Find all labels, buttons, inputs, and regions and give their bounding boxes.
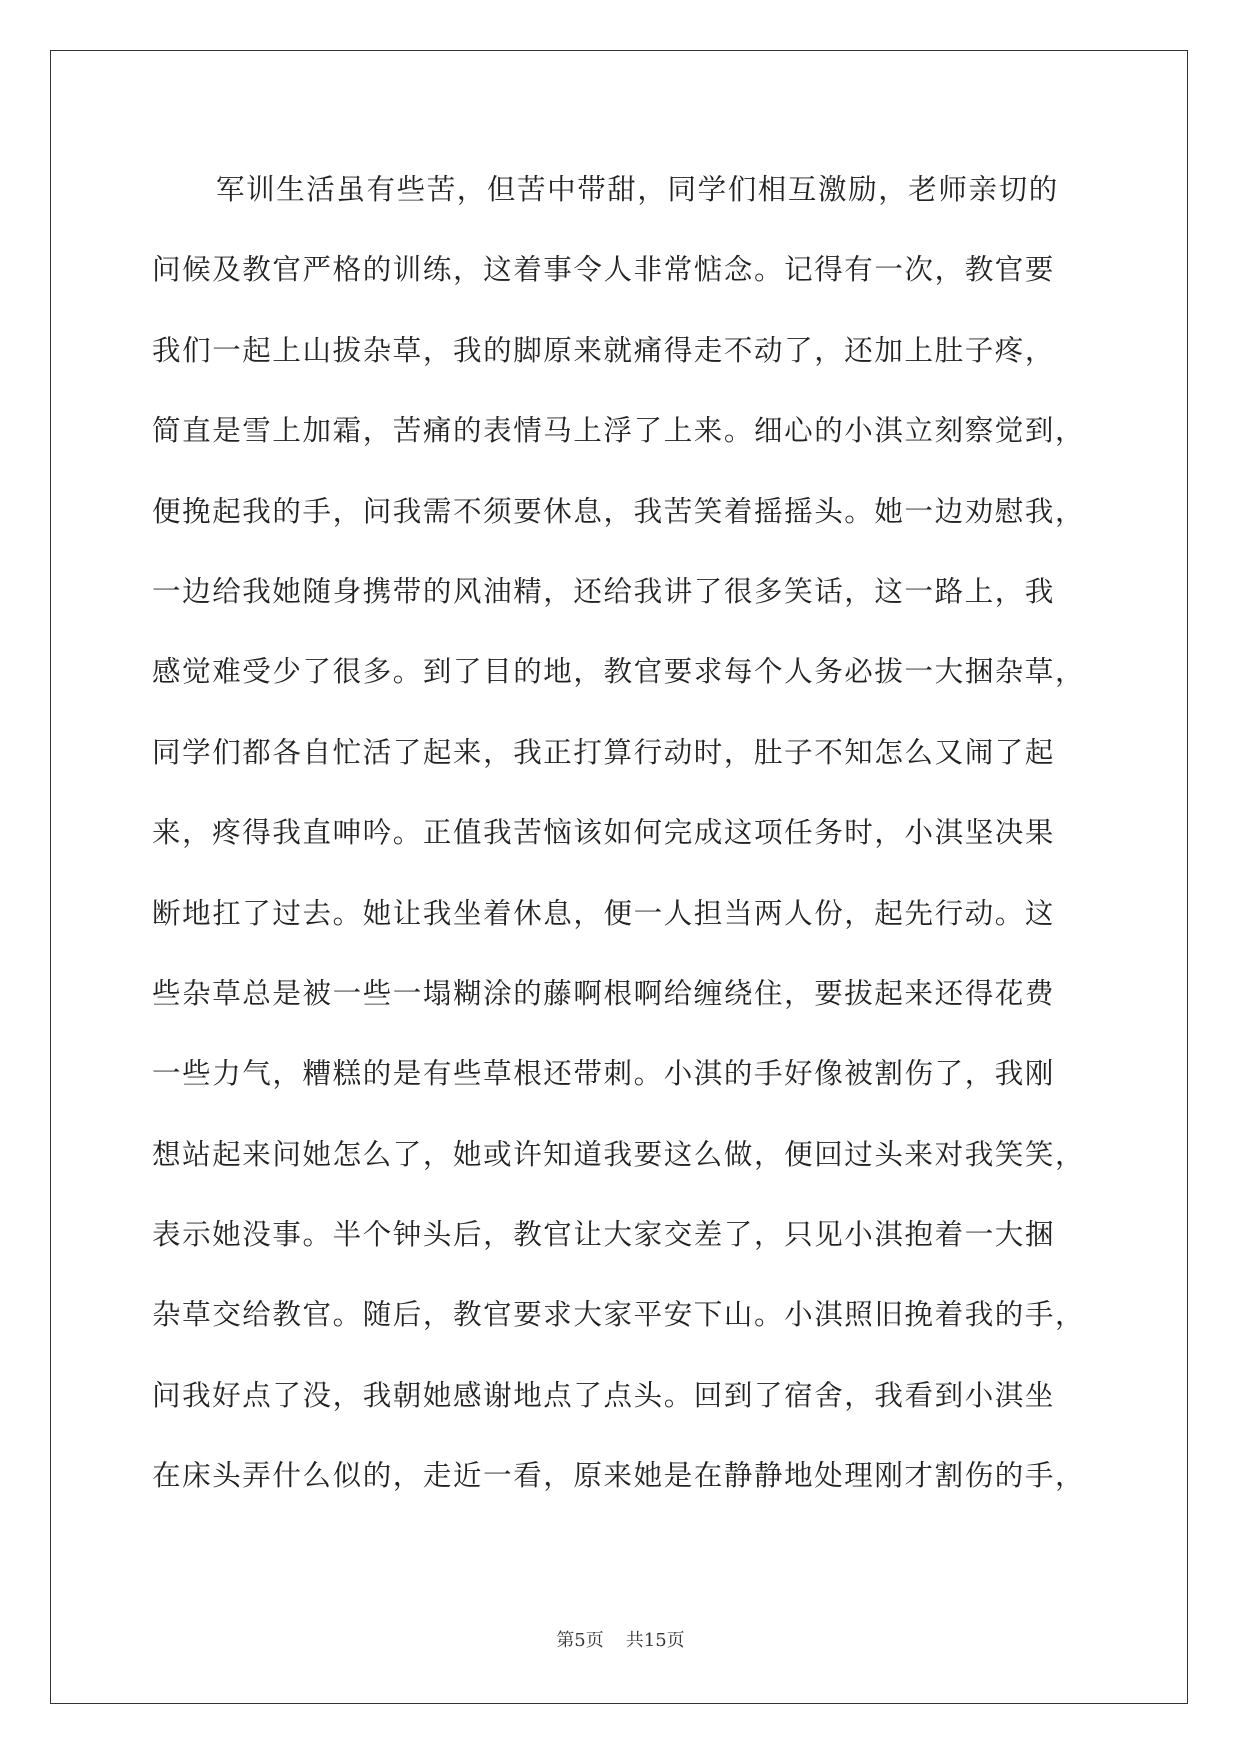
- text-line: 断地扛了过去。她让我坐着休息，便一人担当两人份，起先行动。这: [152, 896, 1056, 930]
- text-line: 感觉难受少了很多。到了目的地，教官要求每个人务必拔一大捆杂草，: [152, 655, 1086, 689]
- page-total: 共15页: [625, 1630, 685, 1651]
- text-line: 便挽起我的手，问我需不须要休息，我苦笑着摇摇头。她一边劝慰我，: [152, 494, 1086, 528]
- page-footer: [0, 1626, 1241, 1652]
- page-number: 第5页: [556, 1630, 604, 1651]
- text-line: 军训生活虽有些苦，但苦中带甜，同学们相互激励，老师亲切的: [216, 173, 1059, 206]
- text-line: 简直是雪上加霜，苦痛的表情马上浮了上来。细心的小淇立刻察觉到，: [152, 414, 1086, 448]
- text-line: 些杂草总是被一些一塌糊涂的藤啊根啊给缠绕住，要拔起来还得花费: [152, 976, 1056, 1010]
- text-line: 同学们都各自忙活了起来，我正打算行动时，肚子不知怎么又闹了起: [152, 735, 1056, 769]
- text-line: 想站起来问她怎么了，她或许知道我要这么做，便回过头来对我笑笑，: [152, 1137, 1086, 1171]
- text-line: 问我好点了没，我朝她感谢地点了点头。回到了宿舍，我看到小淇坐: [152, 1378, 1056, 1412]
- text-line: 一边给我她随身携带的风油精，还给我讲了很多笑话，这一路上，我: [152, 574, 1056, 608]
- text-line: 来，疼得我直呻吟。正值我苦恼该如何完成这项任务时，小淇坚决果: [152, 816, 1056, 850]
- text-line: 在床头弄什么似的，走近一看，原来她是在静静地处理刚才割伤的手，: [152, 1459, 1086, 1493]
- text-line: 问候及教官严格的训练，这着事令人非常惦念。记得有一次，教官要: [152, 253, 1056, 287]
- text-line: 一些力气，糟糕的是有些草根还带刺。小淇的手好像被割伤了，我刚: [152, 1057, 1056, 1091]
- document-body: [152, 164, 1098, 1531]
- text-line: 杂草交给教官。随后，教官要求大家平安下山。小淇照旧挽着我的手，: [152, 1298, 1086, 1332]
- text-line: 表示她没事。半个钟头后，教官让大家交差了，只见小淇抱着一大捆: [152, 1218, 1056, 1252]
- text-line: 我们一起上山拔杂草，我的脚原来就痛得走不动了，还加上肚子疼，: [152, 333, 1056, 367]
